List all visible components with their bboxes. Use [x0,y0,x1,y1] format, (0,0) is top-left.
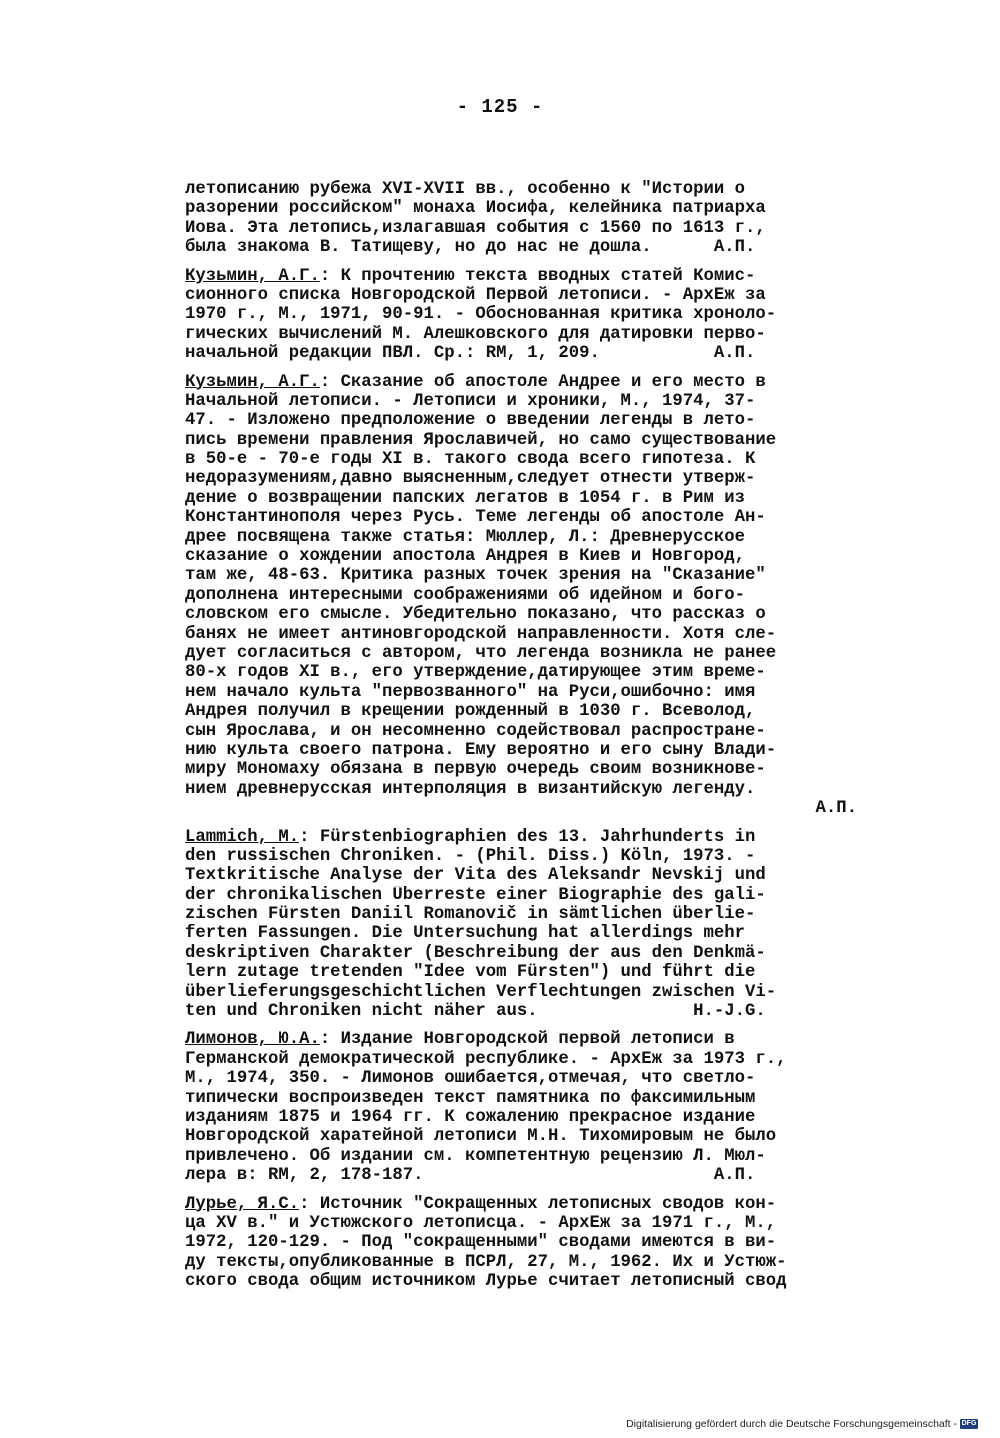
entry-line: deskriptiven Charakter (Beschreibung der aus den Denkmä- [185,943,766,963]
entry-line: ского свода общим источником Лурье считает летописный свод [185,1272,787,1292]
reviewer-initials: А.П. [815,799,857,819]
entry-line: 47. - Изложено предположение о введении легенды в лето- [185,411,756,431]
entry-line [185,1195,857,1214]
entry-3 [185,373,857,819]
entry-6 [185,1195,857,1292]
entry-line: Константинополя через Русь. Теме легенды об апостоле Ан- [185,508,766,528]
entry-line [185,373,857,392]
entry-2 [185,267,857,364]
entry-line: Андрея получил в крещении рожденный в 1030 г. Всеволод, [185,702,756,722]
entry-line: в 50-е - 70-е годы XI в. такого свода всего гипотеза. К [185,450,756,470]
dfg-logo-icon: DFG [961,1420,977,1427]
entry-line: Начальной летописи. - Летописи и хроники, М., 1974, 37- [185,391,756,411]
entry-text: : К прочтению текста вводных статей Комис- [319,266,756,286]
entry-line: миру Мономаху обязана в первую очередь своим возникнове- [185,760,766,780]
entry-line: 1972, 120-129. - Под "сокращенными" сводами имеются в ви- [185,1233,777,1253]
author-name: Лимонов, Ю.А. [185,1030,320,1050]
author-name: Кузьмин, А.Г. [185,372,320,392]
entry-line [185,1030,857,1049]
entry-line: ца XV в." и Устюжского летописца. - АрхЕж за 1971 г., М., [185,1213,777,1233]
entry-line: была знакома В. Татищеву, но до нас не дошла. А.П. [185,238,756,258]
entry-line: Новгородской харатейной летописи М.Н. Тихомировым не было [185,1127,777,1147]
footer-text: Digitalisierung gefördert durch die Deutsche Forschungsgemeinschaft - [626,1418,957,1430]
author-name: Кузьмин, А.Г. [185,266,320,286]
entry-line: нием древнерусская интерполяция в византийскую легенду. [185,779,756,799]
entry-line: начальной редакции ПВЛ. Ср.: RM, 1, 209. А.П. [185,344,756,364]
entry-line: дение о возвращении папских легатов в 1054 г. в Рим из [185,488,746,508]
entry-line: разорении российском" монаха Иосифа, келейника патриарха [185,199,766,219]
entry-line: типически воспроизведен текст памятника по факсимильным [185,1088,756,1108]
entry-line: дует согласиться с автором, что легенда возникла не ранее [185,643,777,663]
entry-line: нем начало культа "первозванного" на Руси,ошибочно: имя [185,682,756,702]
entry-line: den russischen Chroniken. - (Phil. Diss.) Köln, 1973. - [185,846,756,866]
entry-line: банях не имеет антиновгородской направленности. Хотя сле- [185,624,777,644]
entry-line: zischen Fürsten Daniil Romanovič in sämtlichen überlie- [185,905,756,925]
entry-line [185,267,857,286]
entry-text: : Издание Новгородской первой летописи в [319,1030,735,1050]
entry-line: изданиям 1875 и 1964 гг. К сожалению прекрасное издание [185,1107,756,1127]
entry-line: 1970 г., М., 1971, 90-91. - Обоснованная критика хроноло- [185,305,777,325]
author-name: Lammich, M. [185,827,300,847]
entry-line: 80-х годов XI в., его утверждение,датирующее этим време- [185,663,766,683]
entry-line: ду тексты,опубликованные в ПСРЛ, 27, М., 1962. Их и Устюж- [185,1252,787,1272]
bibliography-content [185,180,857,1300]
entry-line: лера в: RM, 2, 178-187. А.П. [185,1166,756,1186]
entry-line: der chronikalischen Überreste einer Biographie des gali- [185,885,766,905]
entry-line: привлечено. Об издании см. компетентную рецензию Л. Мюл- [185,1146,766,1166]
entry-line: М., 1974, 350. - Лимонов ошибается,отмечая, что светло- [185,1069,756,1089]
author-name: Лурье, Я.С. [185,1194,300,1214]
entry-line: Textkritische Analyse der Vita des Aleksandr Nevskij und [185,866,766,886]
entry-text: : Fürstenbiographien des 13. Jahrhunderts in [299,827,756,847]
entry-line: недоразумениям,давно выясненным,следует отнести утверж- [185,469,756,489]
entry-line: Германской демократической республике. - АрхЕж за 1973 г., [185,1049,787,1069]
entry-line: сказание о хождении апостола Андрея в Киев и Новгород, [185,547,746,567]
entry-line [185,828,857,847]
entry-line: сын Ярослава, и он несомненно содействовал распростране- [185,721,766,741]
entry-line: нию культа своего патрона. Ему вероятно и его сыну Влади- [185,740,777,760]
entry-line: пись времени правления Ярославичей, но само существование [185,430,777,450]
entry-line: гических вычислений М. Алешковского для датировки перво- [185,324,766,344]
entry-line: ferten Fassungen. Die Untersuchung hat allerdings mehr [185,924,746,944]
entry-line: там же, 48-63. Критика разных точек зрения на "Сказание" [185,566,766,586]
entry-line: дрее посвящена также статья: Мюллер, Л.: Древнерусское [185,527,746,547]
entry-5 [185,1030,857,1185]
entry-text: : Источник "Сокращенных летописных сводов кон- [299,1194,777,1214]
entry-4 [185,828,857,1022]
entry-line: сионного списка Новгородской Первой летописи. - АрхЕж за [185,285,766,305]
entry-line: дополнена интересными соображениями об идейном и бого- [185,585,746,605]
entry-line: летописанию рубежа XVI-XVII вв., особенно к "Истории о [185,180,746,199]
page-number: - 125 - [456,96,544,118]
entry-line: überlieferungsgeschichtlichen Verflechtungen zwischen Vi- [185,982,777,1002]
entry-line: Иова. Эта летопись,излагавшая события с 1560 по 1613 г., [185,218,766,238]
entry-line: ten und Chroniken nicht näher aus. H.-J.G. [185,1002,766,1022]
entry-text: : Сказание об апостоле Андрее и его место в [319,372,766,392]
entry-line: словском его смысле. Убедительно показано, что рассказ о [185,605,766,625]
entry-1 [185,180,857,258]
entry-line: lern zutage tretenden "Idee vom Fürsten") und führt die [185,963,756,983]
footer-credit [626,1418,978,1430]
